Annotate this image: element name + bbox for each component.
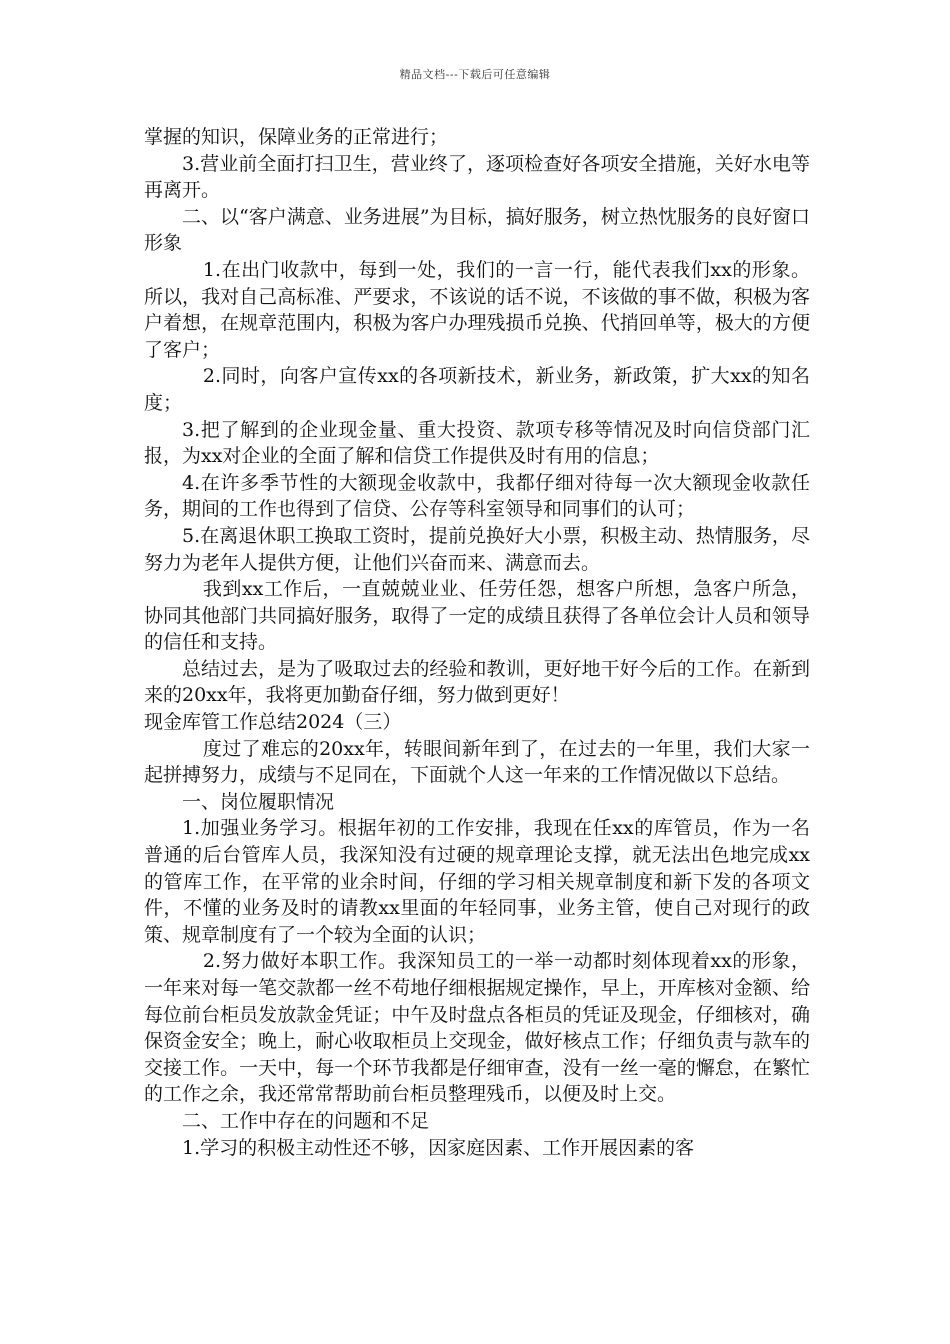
paragraph: 2.同时，向客户宣传xx的各项新技术，新业务，新政策，扩大xx的知名度；: [144, 365, 810, 414]
paragraph: 3.营业前全面打扫卫生，营业终了，逐项检查好各项安全措施，关好水电等再离开。: [144, 152, 810, 202]
paragraph: 二、以“客户满意、业务进展”为目标，搞好服务，树立热忱服务的良好窗口形象: [144, 205, 810, 255]
paragraph: 度过了难忘的20xx年，转眼间新年到了，在过去的一年里，我们大家一起拼搏努力，成绩与不足同在，下面就个人这一年来的工作情况做以下总结。: [144, 737, 810, 787]
document-body: [144, 124, 810, 1161]
paragraph: 3.把了解到的企业现金量、重大投资、款项专移等情况及时向信贷部门汇报，为xx对企业的全面了解和信贷工作提供及时有用的信息；: [144, 418, 810, 468]
paragraph: 二、工作中存在的问题和不足: [182, 1109, 430, 1132]
paragraph: 掌握的知识，保障业务的正常进行；: [144, 126, 449, 148]
paragraph: 1.在出门收款中，每到一处，我们的一言一行，能代表我们xx的形象。所以，我对自己高标准、严要求，不该说的话不说，不该做的事不做，积极为客户着想，在规章范围内，积极为客户办理残损币兑换、代捎回单等，极大的方便了客户；: [144, 258, 810, 361]
paragraph: 2.努力做好本职工作。我深知员工的一举一动都时刻体现着xx的形象，一年来对每一笔交款都一丝不苟地仔细根据规定操作，早上，开库核对金额、给每位前台柜员发放款金凭证；中午及时盘点各柜员的凭证及现金，仔细核对，确保资金安全；晚上，耐心收取柜员上交现金，做好核点工作；仔细负责与款车的交接工作。一天中，每一个环节我都是仔细审查，没有一丝一毫的懈怠，在繁忙的工作之余，我还常常帮助前台柜员整理残币，以便及时上交。: [144, 950, 810, 1106]
paragraph: 1.加强业务学习。根据年初的工作安排，我现在任xx的库管员，作为一名普通的后台管库人员，我深知没有过硬的规章理论支撑，就无法出色地完成xx的管库工作，在平常的业余时间，仔细的学习相关规章制度和新下发的各项文件，不懂的业务及时的请教xx里面的年轻同事，业务主管，使自己对现行的政策、规章制度有了一个较为全面的认识；: [144, 817, 810, 946]
paragraph: 我到xx工作后，一直兢兢业业、任劳任怨，想客户所想，急客户所急，协同其他部门共同搞好服务，取得了一定的成绩且获得了各单位会计人员和领导的信任和支持。: [144, 578, 810, 654]
paragraph: 1.学习的积极主动性还不够，因家庭因素、工作开展因素的客: [182, 1136, 695, 1159]
paragraph: 一、岗位履职情况: [182, 790, 335, 813]
page-header: 精品文档---下载后可任意编辑: [399, 68, 551, 81]
paragraph: 现金库管工作总结2024（三）: [144, 711, 402, 734]
paragraph: 总结过去，是为了吸取过去的经验和教训，更好地干好今后的工作。在新到来的20xx年，我将更加勤奋仔细，努力做到更好！: [144, 657, 810, 707]
paragraph: 4.在许多季节性的大额现金收款中，我都仔细对待每一次大额现金收款任务，期间的工作也得到了信贷、公存等科室领导和同事们的认可；: [144, 471, 810, 521]
paragraph: 5.在离退休职工换取工资时，提前兑换好大小票，积极主动、热情服务，尽努力为老年人提供方便，让他们兴奋而来、满意而去。: [144, 524, 810, 574]
